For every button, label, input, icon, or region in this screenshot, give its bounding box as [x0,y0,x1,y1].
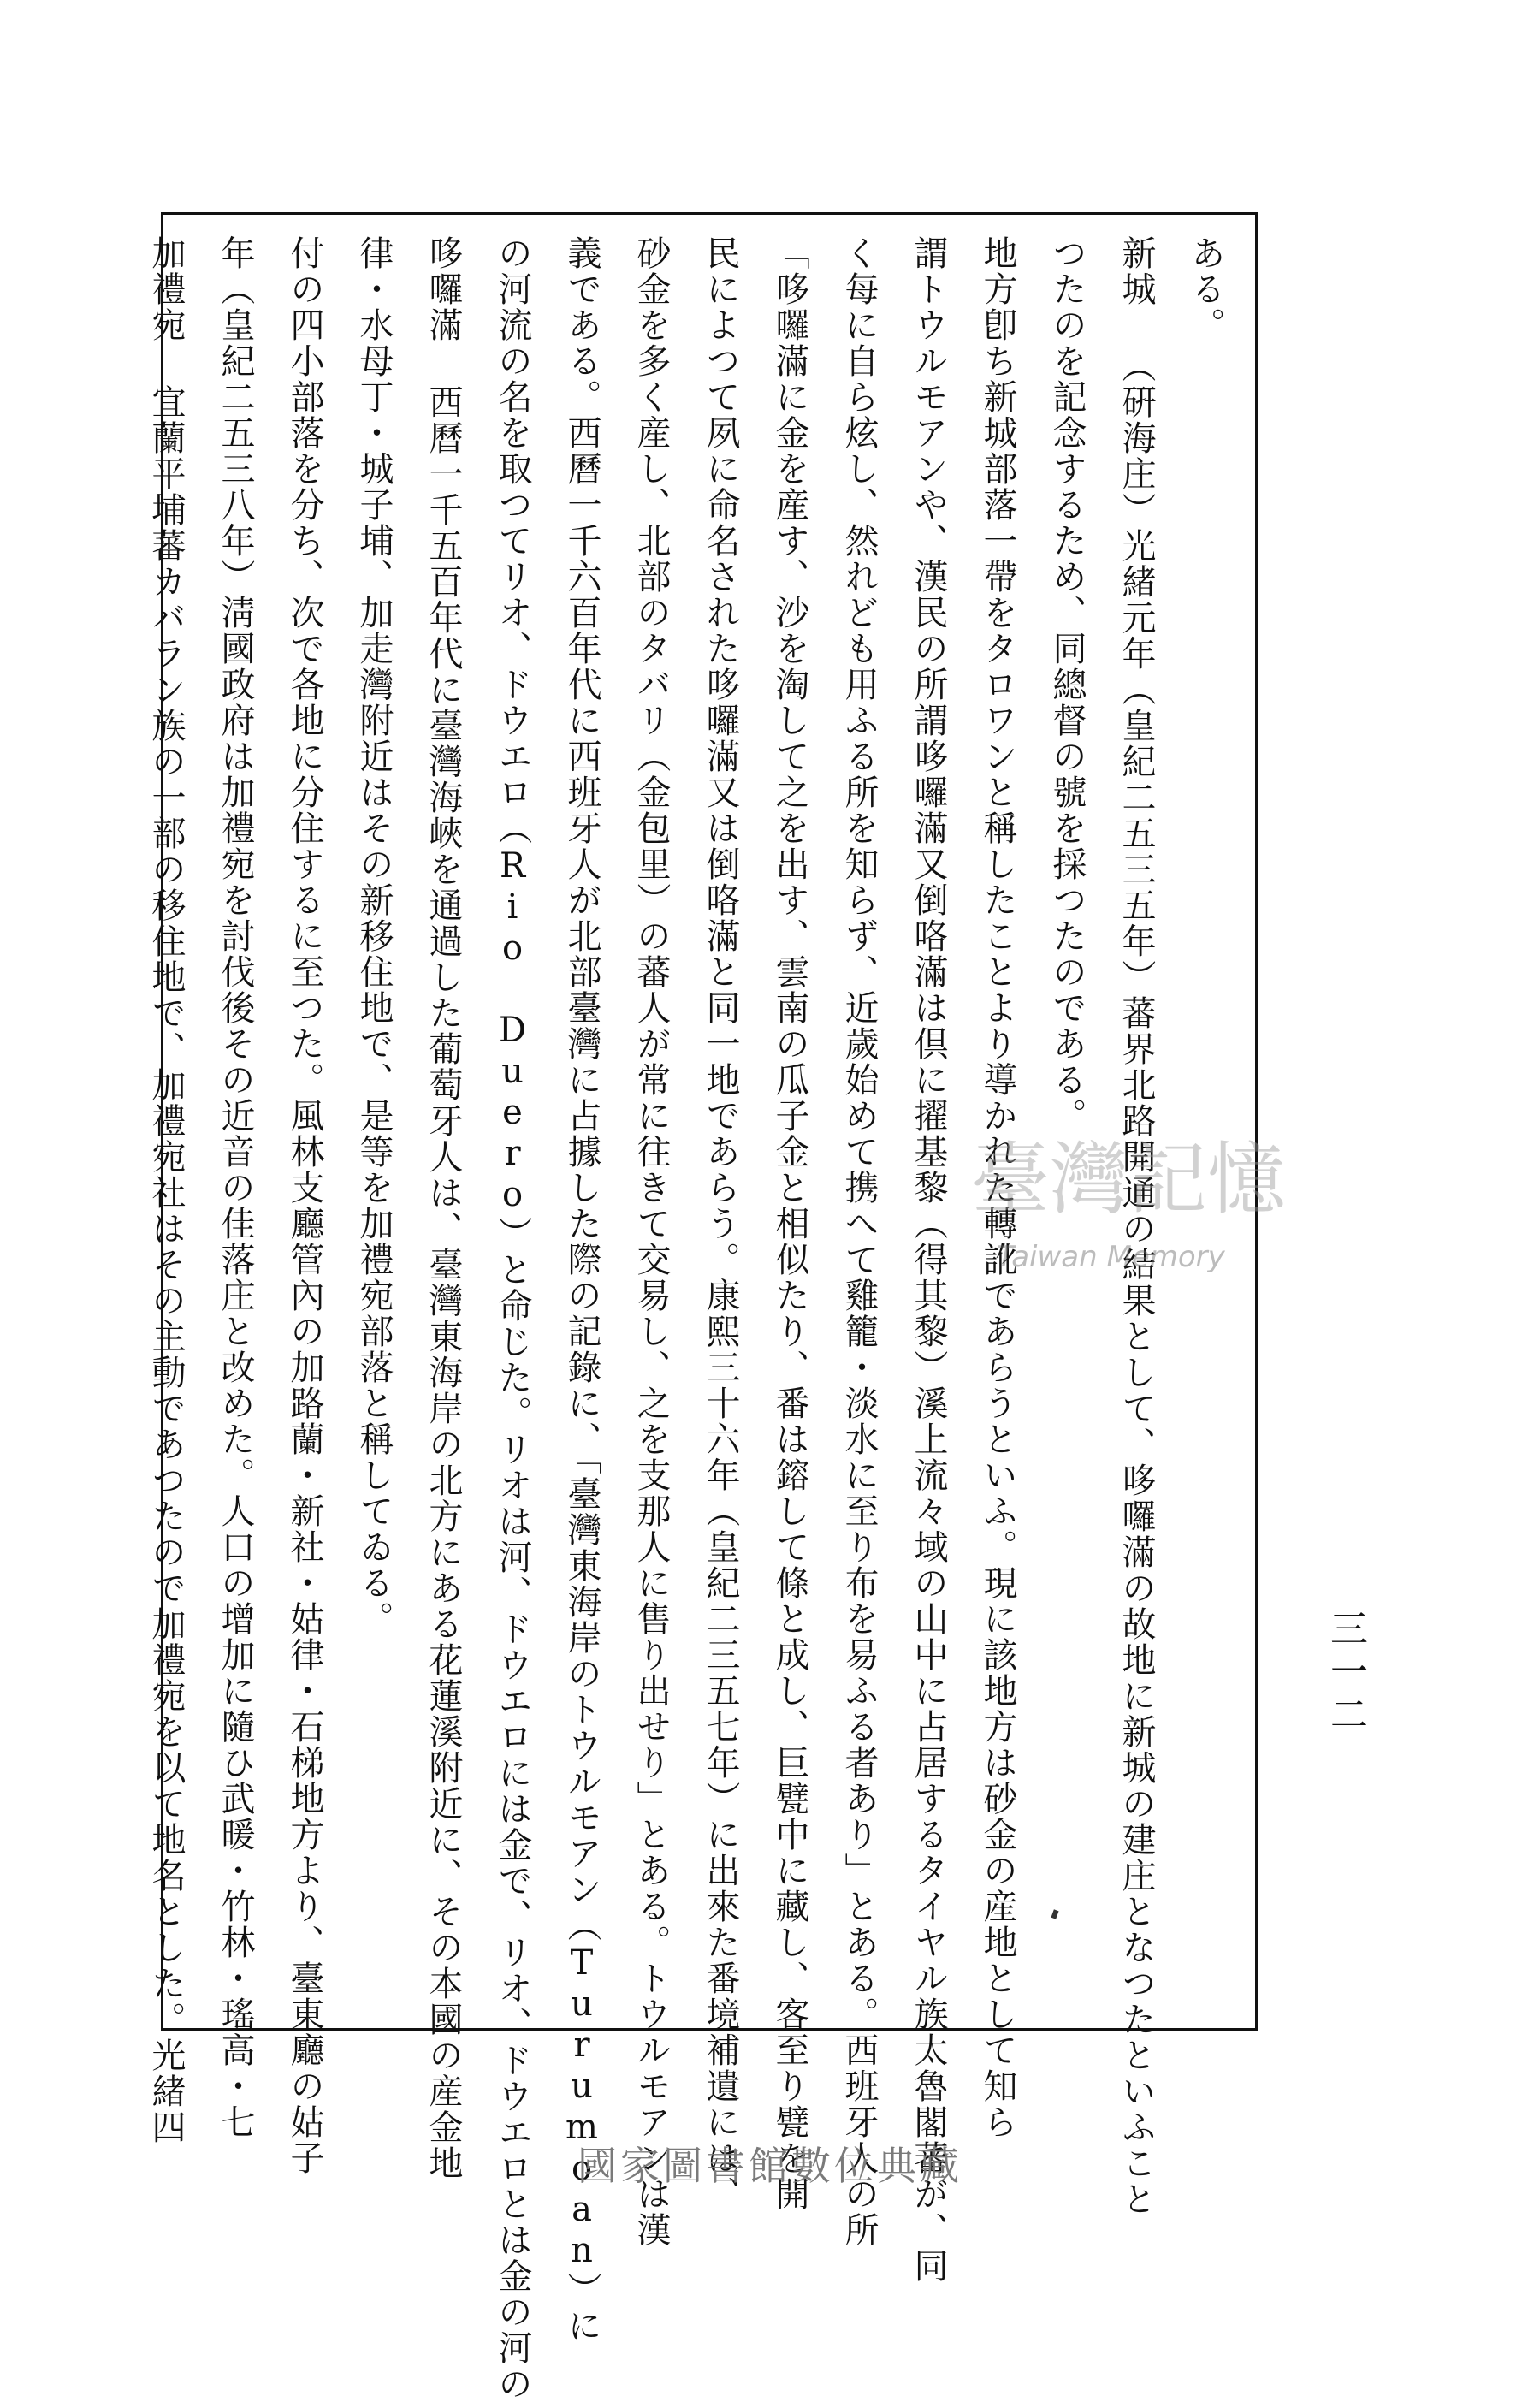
archive-footer: 國家圖書館數位典藏 [578,2143,962,2189]
watermark-logo-text: 臺灣記憶 [971,1134,1287,1225]
text-column: 律・水母丁・城子埔、加走灣附近はその新移住地で、是等を加禮宛部落と稱してゐる。 [354,235,394,1637]
text-column: 付の四小部落を分ち、次で各地に分住するに至つた。風林支廳管內の加路蘭・新社・姑律・石梯地方より、臺東廳の姑子 [285,235,324,2176]
text-column: 年（皇紀二五三八年）淸國政府は加禮宛を討伐後その近音の佳落庄と改めた。人口の增加に隨ひ武暖・竹林・瑤高・七 [216,235,255,2140]
text-column: つたのを記念するため、同總督の號を採つたのである。 [1047,235,1087,1134]
text-column: く每に自ら炫し、然れども用ふる所を知らず、近歲始めて携へて雞籠・淡水に至り布を易ふる者あり」とある。西班牙人の所 [839,235,879,2248]
watermark-subtitle: Taiwan Memory [997,1240,1225,1274]
text-column: 「哆囉滿に金を産す、沙を淘して之を出す、雲南の瓜子金と相似たり、番は鎔して條と成し、巨甓中に藏し、客至り甓を開 [770,235,809,2212]
text-column: 新城 （硏海庄）光緒元年（皇紀二五三五年）蕃界北路開通の結果として、哆囉滿の故地に新城の建庄となつたといふこと [1116,235,1156,2217]
text-column: 地方卽ち新城部落一帶をタロワンと稱したことより導かれた轉訛であらうといふ。現に該地方は砂金の産地として知ら [978,235,1017,2140]
text-column: 哆囉滿 西曆一千五百年代に臺灣海峽を通過した葡萄牙人は、臺灣東海岸の北方にある花蓮溪附近に、その本國の産金地 [424,235,463,2181]
text-column: 義である。西曆一千六百年代に西班牙人が北部臺灣に占據した際の記錄に、「臺灣東海岸のトウルモアン（Turumoan）に [562,235,601,2344]
text-column: 砂金を多く産し、北部のタバリ（金包里）の蕃人が常に往きて交易し、之を支那人に售り出せり」とある。トウルモアンは漢 [631,235,671,2248]
text-column: 民によつて夙に命名された哆囉滿又は倒咯滿と同一地であらう。康熙三十六年（皇紀二三五七年）に出來た番境補遺には、 [701,235,740,2212]
text-column: 加禮宛 宜蘭平埔蕃カバラン族の一部の移住地で、加禮宛社はその主動であつたので加禮宛を以て地名とした。光緒四 [146,235,186,2145]
text-column: 謂トウルモアンや、漢民の所謂哆囉滿又倒咯滿は倶に擢基黎（得其黎）溪上流々域の山中に占居するタイヤル族太魯閣蕃が、同 [909,235,948,2284]
page-number: 三一二 [1324,1609,1367,1737]
text-column: の河流の名を取つてリオ、ドウエロ（Rio Duero）と命じた。リオは河、ドウエロには金で、リオ、ドウエロとは金の河の [493,235,532,2402]
text-column: ある。 [1186,235,1225,343]
